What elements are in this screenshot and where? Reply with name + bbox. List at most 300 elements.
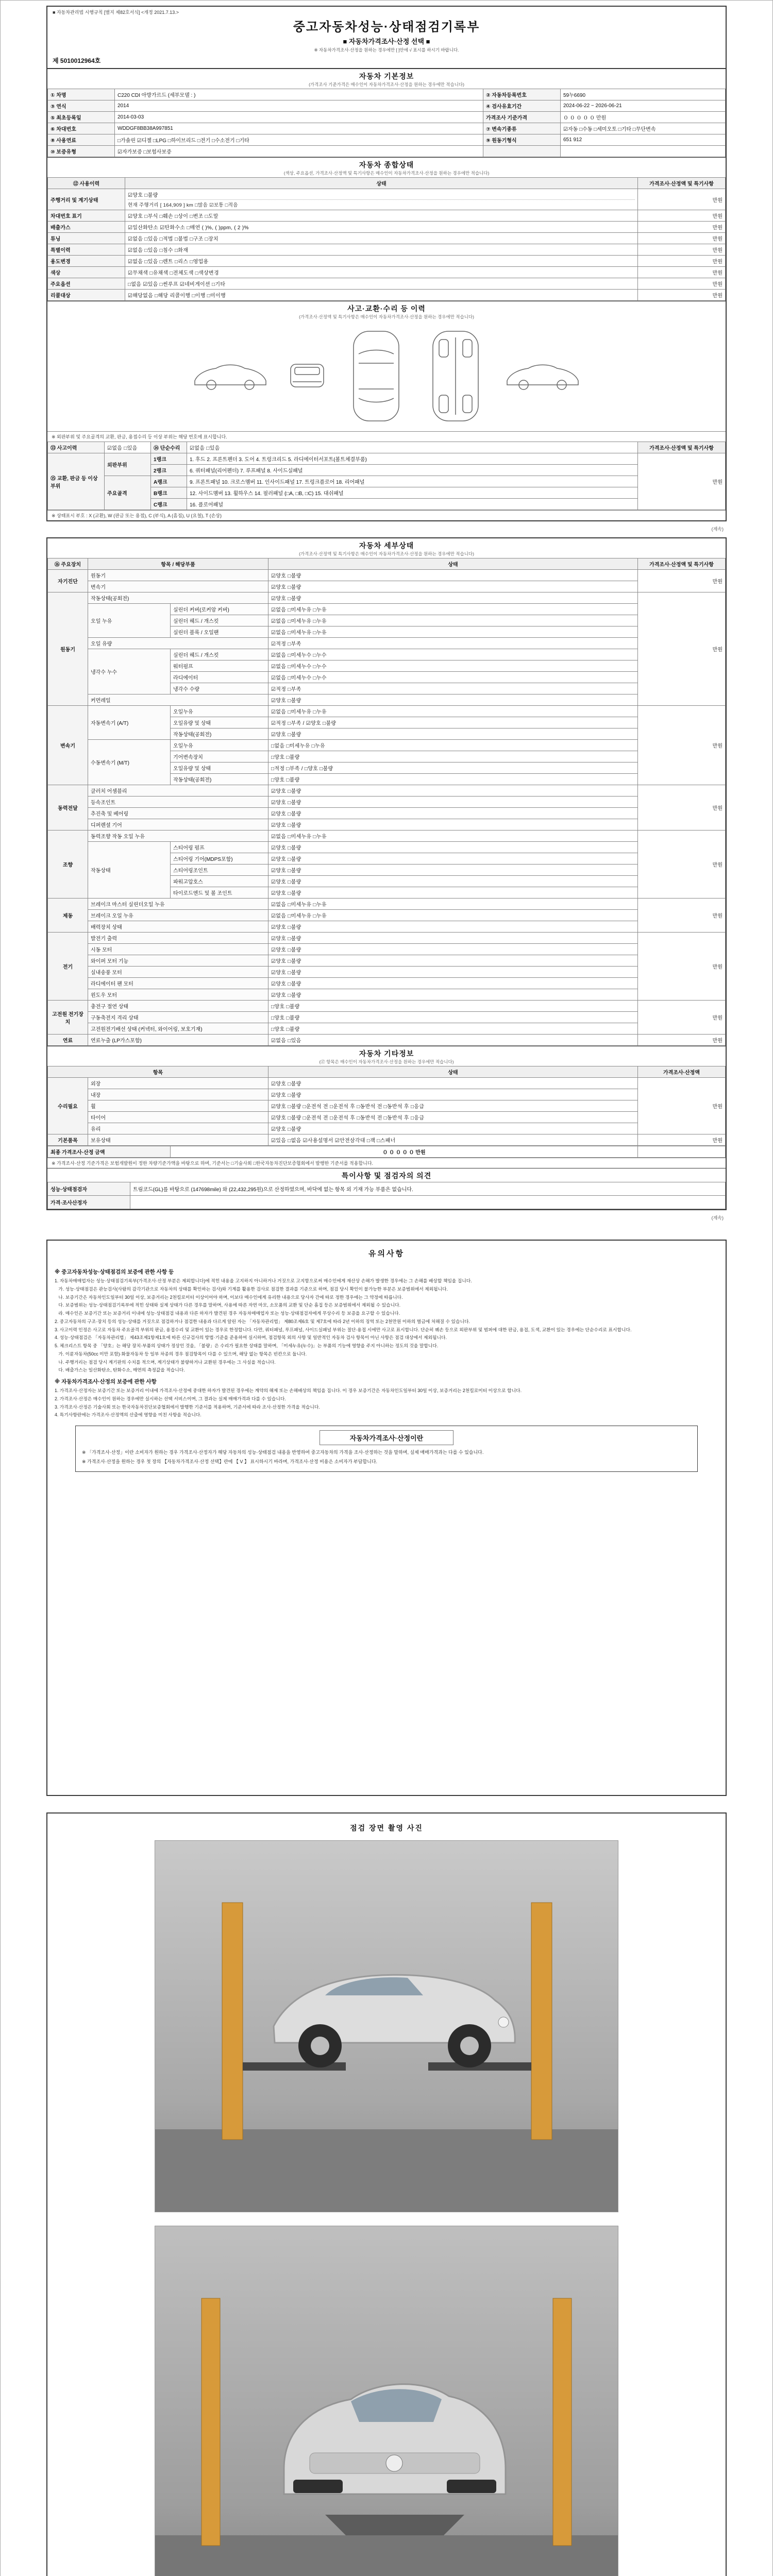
- field-value: WDDGF8BB38A997851: [115, 123, 483, 134]
- table-row: [48, 592, 726, 604]
- col-usage-history: ⑫ 사용이력: [48, 178, 125, 189]
- rank-items: 6. 쿼터패널(리어펜더) 7. 루프패널 8. 사이드실패널: [187, 465, 638, 476]
- table-row: [48, 442, 726, 453]
- state-checkboxes: ☑없음 □미세누수 □누수: [268, 672, 638, 683]
- etc-info-table: [47, 1066, 726, 1146]
- state-checkboxes: ☑양호 □불량: [268, 853, 638, 865]
- document-header: [47, 7, 726, 69]
- definition-title: 자동차가격조사·산정이란: [320, 1430, 453, 1445]
- usage-label: 용도변경: [48, 256, 125, 267]
- item-label: 고전원전기배선 상태 (커넥터, 와이어링, 보호기재): [88, 1023, 268, 1035]
- field-label: [483, 146, 561, 157]
- item-label: 추진축 및 베어링: [88, 808, 268, 819]
- table-row: [48, 210, 726, 222]
- subitem-label: 오일누유: [171, 706, 268, 717]
- state-checkboxes: ☑양호 □불량: [268, 1089, 638, 1100]
- continued-marker: (계속): [711, 1215, 724, 1221]
- table-row: [48, 244, 726, 256]
- section-box-main: [46, 6, 727, 521]
- field-value: 59누6690: [561, 89, 726, 100]
- table-row: [48, 1146, 726, 1158]
- subitem-label: 작동상태(공회전): [171, 728, 268, 740]
- usage-label: 배출가스: [48, 222, 125, 233]
- subitem-label: 실린더 블록 / 오일팬: [171, 626, 268, 638]
- state-checkboxes: ☑양호 □불량: [268, 865, 638, 876]
- field-label: ⑨ 원동기형식: [483, 134, 561, 146]
- field-label: 가격조사 기준가격: [483, 112, 561, 123]
- detail-state-title: 자동차 세부상태 (가격조사·산정액 및 특기사항은 매수인이 자동차가격조사·산정을 원하는 경우에만 적습니다): [299, 541, 474, 556]
- notice-paragraph: 나. 주행거리는 점검 당시 계기판의 수치를 적으며, 계기상태가 불량하거나 교환된 경우에는 그 사실을 적습니다.: [55, 1359, 276, 1365]
- repair-value: ☑없음 □있음: [187, 442, 638, 453]
- price-cell: 만원: [638, 278, 726, 290]
- item-label: 연료누출 (LP가스포함): [88, 1035, 268, 1046]
- item-label: 외장: [88, 1078, 268, 1089]
- subitem-label: 스티어링 펌프: [171, 842, 268, 853]
- subitem-label: 기어변속장치: [171, 751, 268, 762]
- item-label: 실내송풍 모터: [88, 967, 268, 978]
- table-row: [48, 189, 726, 210]
- device-group-label: 고전원 전기장치: [48, 1001, 88, 1035]
- notice-paragraph: 4. 특기사항란에는 가격조사·산정액의 산출에 영향을 미친 사항을 적습니다.: [55, 1412, 201, 1418]
- item-label: 자동변속기 (A/T): [88, 706, 171, 740]
- state-checkboxes: ☑없음 □미세누유 □누유: [268, 615, 638, 626]
- table-row: [48, 267, 726, 278]
- subitem-label: 스티어링 기어(MDPS포함): [171, 853, 268, 865]
- table-row: [48, 581, 726, 592]
- notice-paragraph: 4. 성능·상태점검은 「자동차관리법」 제43조제1항제1호에 따른 신규검사의 방법·기준을 준용하여 실시하며, 점검항목 외의 사항 및 일반적인 자동차 검사 항목이 아닌 사항은 점검 대상에서 제외됩니다.: [55, 1335, 447, 1341]
- item-label: 보유상태: [88, 1134, 268, 1146]
- state-checkboxes: □양호 □불량: [268, 1001, 638, 1012]
- notice-section2-title: ※ 자동차가격조사·산정의 보증에 관한 사항: [55, 1379, 157, 1385]
- notice-paragraph: 3. 가격조사·산정은 기술사회 또는 한국자동차진단보증협회에서 발행한 기준서를 적용하며, 기준서에 따라 조사·산정한 가격을 적습니다.: [55, 1404, 320, 1410]
- notice-paragraph: 2. 가격조사·산정은 매수인이 원하는 경우에만 실시하는 선택 서비스이며, 그 결과는 실제 매매가격과 다를 수 있습니다.: [55, 1396, 286, 1401]
- price-cell: 만원: [638, 1134, 726, 1146]
- col-price: 가격조사·산정액: [638, 1066, 726, 1078]
- item-label: 휠: [88, 1100, 268, 1112]
- col-price: 가격조사·산정액 및 특기사항: [638, 442, 726, 453]
- table-row: [48, 1182, 726, 1196]
- photos-title: 점검 장면 촬영 사진: [350, 1824, 423, 1832]
- table-row: [48, 978, 726, 989]
- table-row: [48, 1035, 726, 1046]
- price-cell: 만원: [638, 592, 726, 706]
- inspector-comment: 트림코드(GL)를 바탕으로 (147698mile) 와 (22,432,295원)으로 산정하였으며, 바닥에 없는 항목 외 기재 가능 부품은 없습니다.: [130, 1182, 726, 1196]
- car-diagram-bottom-icon: [425, 327, 486, 425]
- state-checkboxes: ☑없음 □미세누유 □누유: [268, 910, 638, 921]
- field-label: ⑩ 보증유형: [48, 146, 115, 157]
- rank-label: 1랭크: [151, 453, 187, 465]
- col-state: 상태: [268, 1066, 638, 1078]
- field-value: 651 912: [561, 134, 726, 146]
- field-value: □가솔린 ☑디젤 □LPG □하이브리드 □전기 □수소전기 □기타: [115, 134, 483, 146]
- subitem-label: 오일유량 및 상태: [171, 762, 268, 774]
- table-row: [48, 933, 726, 944]
- state-checkboxes: ☑적정 □부족: [268, 638, 638, 649]
- state-checkboxes: ☑없음 □미세누유 □누유: [268, 604, 638, 615]
- state-checkboxes: ☑양호 □불량: [268, 1123, 638, 1134]
- item-label: 배력장치 상태: [88, 921, 268, 933]
- page-title: 중고자동차성능·상태점검기록부: [293, 20, 480, 34]
- subitem-label: 라디에이터: [171, 672, 268, 683]
- inspection-photo-1: [155, 1840, 618, 2212]
- price-cell: 만원: [638, 256, 726, 267]
- table-row: [48, 1001, 726, 1012]
- item-label: 라디에이터 팬 모터: [88, 978, 268, 989]
- state-checkboxes: ☑양호 □불량: [268, 808, 638, 819]
- car-diagram-top-icon: [345, 327, 407, 425]
- inspector-comment: [130, 1196, 726, 1209]
- table-row: [48, 694, 726, 706]
- state-checkboxes: ☑양호 □불량: [268, 876, 638, 887]
- photos-box: [46, 1812, 727, 2576]
- section-box-detail: [46, 537, 727, 1210]
- notice-title: 유의사항: [368, 1249, 405, 1258]
- item-label: 윈도우 모터: [88, 989, 268, 1001]
- item-label: 등속조인트: [88, 796, 268, 808]
- table-row: [48, 819, 726, 831]
- usage-label: 튜닝: [48, 233, 125, 244]
- table-row: [48, 649, 726, 660]
- item-label: 변속기: [88, 581, 268, 592]
- state-checkboxes: □양호 □불량: [268, 1012, 638, 1023]
- opinion-table: [47, 1182, 726, 1209]
- field-value: 2014: [115, 100, 483, 112]
- rank-items: 1. 후드 2. 프론트펜더 3. 도어 4. 트렁크리드 5. 라디에이터서포트(볼트체결부품): [187, 453, 638, 465]
- table-row: [48, 899, 726, 910]
- basic-info-table: [47, 89, 726, 157]
- continued-marker: (계속): [711, 527, 724, 532]
- table-row: [48, 842, 726, 853]
- rank-items: 12. 사이드멤버 13. 휠하우스 14. 필러패널 (□A, □B, □C) 15. 대쉬패널: [187, 487, 638, 499]
- price-survey-definition-box: [75, 1426, 698, 1472]
- field-label: ② 자동차등록번호: [483, 89, 561, 100]
- col-price: 가격조사·산정액 및 특기사항: [638, 178, 726, 189]
- item-label: 오일 누유: [88, 604, 171, 638]
- notice-paragraph: 다. 배출가스는 일산화탄소, 탄화수소, 매연의 측정값을 적습니다.: [55, 1367, 185, 1373]
- state-checkboxes: ☑양호 □불량: [268, 887, 638, 899]
- usage-label: 색상: [48, 267, 125, 278]
- subitem-label: 스티어링조인트: [171, 865, 268, 876]
- price-cell: [638, 1146, 726, 1158]
- notice-paragraph: 5. 체크리스트 항목 중 「양호」는 해당 장치·부품의 상태가 정상인 것을, 「불량」은 수리가 필요한 상태를 말하며, 「미세누유(누수)」는 부품의 기능에 영향을 주지 아니하는 정도의 것을 말합니다.: [55, 1343, 439, 1348]
- notice-paragraph: 가. 성능·상태점검은 관능검사(사람의 감각기관으로 자동차의 상태를 확인하는 검사)와 기계를 활용한 검사로 점검한 결과를 기준으로 하며, 점검 당시 확인이 불가능한 부분은 보증범위에서 제외됩니다.: [55, 1286, 448, 1292]
- state-checkboxes: ☑양호 □불량: [268, 694, 638, 706]
- table-row: [48, 89, 726, 100]
- field-label: ① 차명: [48, 89, 115, 100]
- state-checkboxes: ☑양호 □불량: [268, 978, 638, 989]
- car-diagram-side-left-icon: [192, 359, 269, 393]
- accident-history-table: [47, 442, 726, 510]
- device-group-label: 원동기: [48, 592, 88, 706]
- table-row: [48, 1012, 726, 1023]
- table-row: [48, 134, 726, 146]
- diagram-note: ※ 외판부위 및 주요골격의 교환, 판금, 용접수리 등 이상 부위는 해당 번호에 표시합니다.: [47, 431, 726, 442]
- state-checkboxes: ☑있음 □없음 ☑사용설명서 ☑안전삼각대 □잭 □스패너: [268, 1134, 638, 1146]
- subitem-label: 냉각수 수량: [171, 683, 268, 694]
- price-cell: 만원: [638, 244, 726, 256]
- state-checkboxes: ☑적정 □부족: [268, 683, 638, 694]
- table-row: [48, 1112, 726, 1123]
- field-label: ⑤ 최초등록일: [48, 112, 115, 123]
- table-row: [48, 290, 726, 301]
- item-label: 동력조향 작동 오일 누유: [88, 831, 268, 842]
- field-value: ０ ０ ０ ０ ０ 만원: [561, 112, 726, 123]
- table-row: [48, 100, 726, 112]
- state-extra: 현재 주행거리 [ 164,909 ] km □많음 ☑보통 □적음: [128, 199, 635, 208]
- etc-info-title: 자동차 기타정보 (⑰ 항목은 매수인이 자동차가격조사·산정을 원하는 경우에만 적습니다): [47, 1046, 726, 1066]
- rank-label: 2랭크: [151, 465, 187, 476]
- repair-label: ⑭ 단순수리: [151, 442, 187, 453]
- table-row: [48, 453, 726, 465]
- notice-section1-title: ※ 중고자동차성능·상태점검의 보증에 관한 사항 등: [55, 1269, 174, 1275]
- state-checkboxes: ☑양호 □불량: [268, 967, 638, 978]
- col-state: 상태: [125, 178, 638, 189]
- state-checkboxes: ☑없음 □있음 □적법 □불법 □구조 □장치: [125, 233, 638, 244]
- table-row: [48, 706, 726, 717]
- subitem-label: 실린더 헤드 / 개스킷: [171, 649, 268, 660]
- price-cell: 만원: [638, 453, 726, 510]
- table-row: [48, 1089, 726, 1100]
- state-checkboxes: ☑양호 □불량 □운전석 전 □운전석 후 □동반석 전 □동반석 후 □응급: [268, 1112, 638, 1123]
- field-label: ③ 연식: [48, 100, 115, 112]
- notice-paragraph: 1. 자동차매매업자는 성능·상태점검기록부(가격조사·산정 부분은 제외합니다)에 적힌 내용을 고지하지 아니하거나 거짓으로 고지함으로써 매수인에게 재산상 손해가 발생한 경우에는 그 손해를 배상할 책임을 집니다.: [55, 1278, 472, 1283]
- item-label: 와이퍼 모터 기능: [88, 955, 268, 967]
- item-label: 브레이크 오일 누유: [88, 910, 268, 921]
- car-diagram-front-icon: [287, 359, 328, 393]
- state-checkboxes: □적정 □부족 / □양호 □불량: [268, 762, 638, 774]
- state-checkboxes: ☑해당없음 □해당 리콜이행 □이행 □미이행: [125, 290, 638, 301]
- price-cell: 만원: [638, 706, 726, 785]
- table-row: [48, 256, 726, 267]
- subitem-label: 실린더 헤드 / 개스킷: [171, 615, 268, 626]
- price-cell: 만원: [638, 933, 726, 1001]
- field-value: ☑자가보증 □보험사보증: [115, 146, 483, 157]
- subitem-label: 파워고압호스: [171, 876, 268, 887]
- price-cell: 만원: [638, 267, 726, 278]
- table-row: [48, 604, 726, 615]
- price-cell: 만원: [638, 210, 726, 222]
- table-row: [48, 955, 726, 967]
- state-checkboxes: ☑없음 □미세누유 □누유: [268, 626, 638, 638]
- final-price-value: ０ ０ ０ ０ ０ 만원: [171, 1146, 638, 1158]
- table-row: [48, 1123, 726, 1134]
- item-label: 오일 유량: [88, 638, 268, 649]
- price-cell: 만원: [638, 222, 726, 233]
- state-checkboxes: ☑없음 □있음 □침수 □화재: [125, 244, 638, 256]
- item-label: 발전기 출력: [88, 933, 268, 944]
- field-label: ⑦ 변속기종류: [483, 123, 561, 134]
- final-price-label: 최종 가격조사·산정 금액: [48, 1146, 171, 1158]
- table-row: [48, 967, 726, 978]
- price-cell: 만원: [638, 233, 726, 244]
- rank-label: A랭크: [151, 476, 187, 487]
- field-value: 2014-03-03: [115, 112, 483, 123]
- document-number: 제 5010012964호: [53, 57, 101, 64]
- table-row: [48, 1023, 726, 1035]
- device-group-label: 연료: [48, 1035, 88, 1046]
- state-checkboxes: ☑양호 □불량: [268, 933, 638, 944]
- state-checkboxes: ☑없음 □미세누유 □누유: [268, 899, 638, 910]
- state-checkboxes: □양호 □불량: [268, 774, 638, 785]
- table-row: [48, 740, 726, 751]
- accident-label: ⑬ 사고이력: [48, 442, 105, 453]
- state-checkboxes: ☑양호 □부식 □훼손 □상이 □변조 □도말: [125, 210, 638, 222]
- price-survey-select: ■ 자동차가격조사·산정 선택 ■: [343, 38, 430, 45]
- device-group-label: 자기진단: [48, 570, 88, 592]
- col-device: ⑯ 주요장치: [48, 558, 88, 570]
- notice-items-1: [55, 1278, 718, 1374]
- subitem-label: 오일유량 및 상태: [171, 717, 268, 728]
- car-diagrams: [47, 321, 726, 431]
- car-diagram-side-right-icon: [504, 359, 581, 393]
- item-label: 타이어: [88, 1112, 268, 1123]
- notice-paragraph: 2. 중고자동차의 구조·장치 등의 성능·상태를 거짓으로 점검하거나 점검한 내용과 다르게 알린 자는 「자동차관리법」 제80조제6호 및 제7호에 따라 2년 이하의 징역 또는 2천만원 이하의 벌금에 처해질 수 있습니다.: [55, 1318, 470, 1324]
- form-code-note: ■ 자동차관리법 시행규칙 [별지 제82호서식] <개정 2021.7.13.>: [53, 10, 179, 15]
- overall-state-table: [47, 177, 726, 301]
- item-label: 유리: [88, 1123, 268, 1134]
- state-checkboxes: □없음 □미세누유 □누유: [268, 740, 638, 751]
- item-label: 수동변속기 (M/T): [88, 740, 171, 785]
- state-mark-legend: ※ 상태표시 부호 : X (교환), W (판금 또는 용접), C (부식), A (흠집), U (요철), T (손상): [47, 510, 726, 520]
- usage-label: 주행거리 및 계기상태: [48, 189, 125, 210]
- col-item: 항목 / 해당부품: [88, 558, 268, 570]
- subitem-label: 작동상태(공회전): [171, 774, 268, 785]
- table-row: [48, 123, 726, 134]
- state-checkboxes: □없음 ☑있음 □썬루프 ☑네비게이션 □기타: [125, 278, 638, 290]
- state-checkboxes: □양호 □불량: [268, 1023, 638, 1035]
- field-label: ⑥ 차대번호: [48, 123, 115, 134]
- price-survey-note: ※ 자동차가격조사·산정을 원하는 경우에만 [ ]안에 √ 표시를 하시기 바랍니다.: [314, 47, 459, 53]
- table-row: [48, 1134, 726, 1146]
- usage-label: 차대번호 표기: [48, 210, 125, 222]
- item-label: 작동상태(공회전): [88, 592, 268, 604]
- opinion-title: 특이사항 및 점검자의 의견: [47, 1168, 726, 1182]
- table-row: [48, 944, 726, 955]
- field-value: [561, 146, 726, 157]
- table-row: [48, 796, 726, 808]
- state-checkboxes: ☑양호 □불량: [268, 842, 638, 853]
- state-checkboxes: ☑없음 □있음 □렌트 □리스 □영업용: [125, 256, 638, 267]
- item-label: 작동상태: [88, 842, 171, 899]
- item-label: 커먼레일: [88, 694, 268, 706]
- state-checkboxes: ☑적정 □부족 / ☑양호 □불량: [268, 717, 638, 728]
- definition-line: ※ 「가격조사·산정」이란 소비자가 원하는 경우 가격조사·산정자가 해당 자동차의 성능·상태점검 내용을 반영하여 중고자동차의 가격을 조사·산정하는 것을 말하며, 실제 매매가격과는 다를 수 있습니다.: [82, 1450, 484, 1455]
- notice-paragraph: 가. 이륜자동차(50cc 미만 포함)·화물자동차 등 일부 차종의 경우 점검항목이 다를 수 있으며, 해당 없는 항목은 빈칸으로 둡니다.: [55, 1351, 307, 1357]
- table-row: [48, 570, 726, 581]
- item-label: 시동 모터: [88, 944, 268, 955]
- subitem-label: 오일누유: [171, 740, 268, 751]
- device-group-label: 동력전달: [48, 785, 88, 831]
- state-checkboxes: ☑양호 □불량: [268, 581, 638, 592]
- device-group-label: 전기: [48, 933, 88, 1001]
- field-value: ☑자동 □수동 □세미오토 □기타 □무단변속: [561, 123, 726, 134]
- item-label: 충전구 절연 상태: [88, 1001, 268, 1012]
- state-checkboxes: ☑일산화탄소 ☑탄화수소 □매연 ( )%, ( )ppm, ( 2 )%: [125, 222, 638, 233]
- final-price-table: [47, 1146, 726, 1158]
- state-checkboxes: ☑양호 □불량: [268, 1078, 638, 1089]
- state-checkboxes: □양호 □불량: [268, 751, 638, 762]
- price-cell: 만원: [638, 831, 726, 899]
- table-row: [48, 989, 726, 1001]
- state-checkboxes: ☑양호 □불량: [268, 955, 638, 967]
- rank-items: 9. 프론트패널 10. 크로스멤버 11. 인사이드패널 17. 트렁크플로어 18. 리어패널: [187, 476, 638, 487]
- notice-paragraph: 3. 사고이력 인정은 사고로 자동차 주요골격 부위의 판금, 용접수리 및 교환이 있는 경우로 한정합니다. 다만, 쿼터패널, 루프패널, 사이드실패널 부위는 절단·용접 시에만 사고로 표시합니다. 단순히 꿰손 등으로 외판부위 및 범퍼에 대한 판금, 용접, 도색, 교환이 있는 경우에는 단순수리로 표시합니다.: [55, 1327, 632, 1332]
- item-label: 브레이크 마스터 실린더오일 누유: [88, 899, 268, 910]
- table-row: [48, 112, 726, 123]
- price-cell: 만원: [638, 1078, 726, 1134]
- table-row: [48, 278, 726, 290]
- state-checkboxes: ☑없음 □미세누유 □누유: [268, 706, 638, 717]
- device-group-label: 제동: [48, 899, 88, 933]
- rank-label: C랭크: [151, 499, 187, 510]
- definition-line: ※ 가격조사·산정을 원하는 경우 첫 장의 【자동차가격조사·산정 선택】란에 【 V 】 표시하시기 바라며, 가격조사·산정 비용은 소비자가 부담합니다.: [82, 1459, 378, 1464]
- state-checkboxes: ☑없음 □미세누수 □누수: [268, 660, 638, 672]
- table-row: [48, 910, 726, 921]
- notice-paragraph: 나. 보증기간은 자동차인도일부터 30일 이상, 보증거리는 2천킬로미터 이상이어야 하며, 이보다 매수인에게 유리한 내용으로 당사자 간에 따로 정한 경우에는 그 약정에 따릅니다.: [55, 1294, 403, 1300]
- rank-label: B랭크: [151, 487, 187, 499]
- state-checkboxes: ☑양호 □불량: [268, 728, 638, 740]
- state-checkboxes: ☑양호 □불량: [268, 592, 638, 604]
- subitem-label: 실린더 커버(로커암 커버): [171, 604, 268, 615]
- final-price-note: ※ 가격조사·산정 기준가격은 보험개발원이 정한 차량기준가액을 바탕으로 하며, 기준서는 □기술사회 □한국자동차진단보증협회에서 발행한 기준서를 적용합니다.: [47, 1158, 726, 1168]
- table-row: [48, 222, 726, 233]
- state-checkboxes: ☑없음 □미세누수 □누수: [268, 649, 638, 660]
- field-label: ④ 검사유효기간: [483, 100, 561, 112]
- item-label: 클러치 어셈블리: [88, 785, 268, 796]
- state-checkboxes: ☑없음 □있음: [268, 1035, 638, 1046]
- table-row: [48, 1100, 726, 1112]
- table-row: [48, 1196, 726, 1209]
- accident-history-title: 사고·교환·수리 등 이력 (가격조사·산정액 및 특기사항은 매수인이 자동차가격조사·산정을 원하는 경우에만 적습니다): [47, 301, 726, 321]
- price-cell: 만원: [638, 899, 726, 933]
- table-row: [48, 233, 726, 244]
- state-checkboxes: ☑양호 □불량: [268, 570, 638, 581]
- state-checkboxes: ☑양호 □불량: [268, 921, 638, 933]
- table-row: [48, 146, 726, 157]
- inspector-role: 성능·상태점검자: [48, 1182, 130, 1196]
- detail-state-table: [47, 558, 726, 1046]
- inspector-role: 가격·조사산정자: [48, 1196, 130, 1209]
- table-row: [48, 785, 726, 796]
- state-checkboxes: ☑양호 □불량 □운전석 전 □운전석 후 □동반석 전 □동반석 후 □응급: [268, 1100, 638, 1112]
- table-row: [48, 476, 726, 487]
- price-cell: 만원: [638, 1001, 726, 1035]
- notice-items-2: [55, 1387, 718, 1418]
- outer-panel-label: 외판부위: [105, 453, 151, 476]
- document-sheet: [46, 6, 727, 2576]
- device-group-label: 변속기: [48, 706, 88, 785]
- table-row: [48, 1078, 726, 1089]
- state-checkboxes: ☑무채색 □유채색 □전체도색 □색상변경: [125, 267, 638, 278]
- notice-box: [46, 1240, 727, 1796]
- usage-label: 특별이력: [48, 244, 125, 256]
- table-row: [48, 638, 726, 649]
- item-label: 원동기: [88, 570, 268, 581]
- notice-paragraph: 다. 보증범위는 성능·상태점검기록부에 적힌 상태와 실제 상태가 다른 경우를 말하며, 사용에 따른 자연 마모, 소모품의 교환 및 단순 흠집 등은 보증범위에서 제외될 수 있습니다.: [55, 1302, 401, 1308]
- table-row: [48, 831, 726, 842]
- overall-state-title: 자동차 종합상태 (색상, 주요옵션, 가격조사·산정액 및 특기사항은 매수인이 자동차가격조사·산정을 원하는 경우에만 적습니다): [47, 157, 726, 177]
- frame-label: 주요골격: [105, 476, 151, 510]
- state-checkboxes: ☑양호 □불량: [268, 989, 638, 1001]
- item-label: 디퍼렌셜 기어: [88, 819, 268, 831]
- rank-items: 16. 플로어패널: [187, 499, 638, 510]
- price-cell: 만원: [638, 1035, 726, 1046]
- state-checkboxes: ☑양호 □불량: [268, 944, 638, 955]
- price-cell: 만원: [638, 290, 726, 301]
- usage-label: 주요옵션: [48, 278, 125, 290]
- col-item: 항목: [48, 1066, 268, 1078]
- device-group-label: 수리필요: [48, 1078, 88, 1134]
